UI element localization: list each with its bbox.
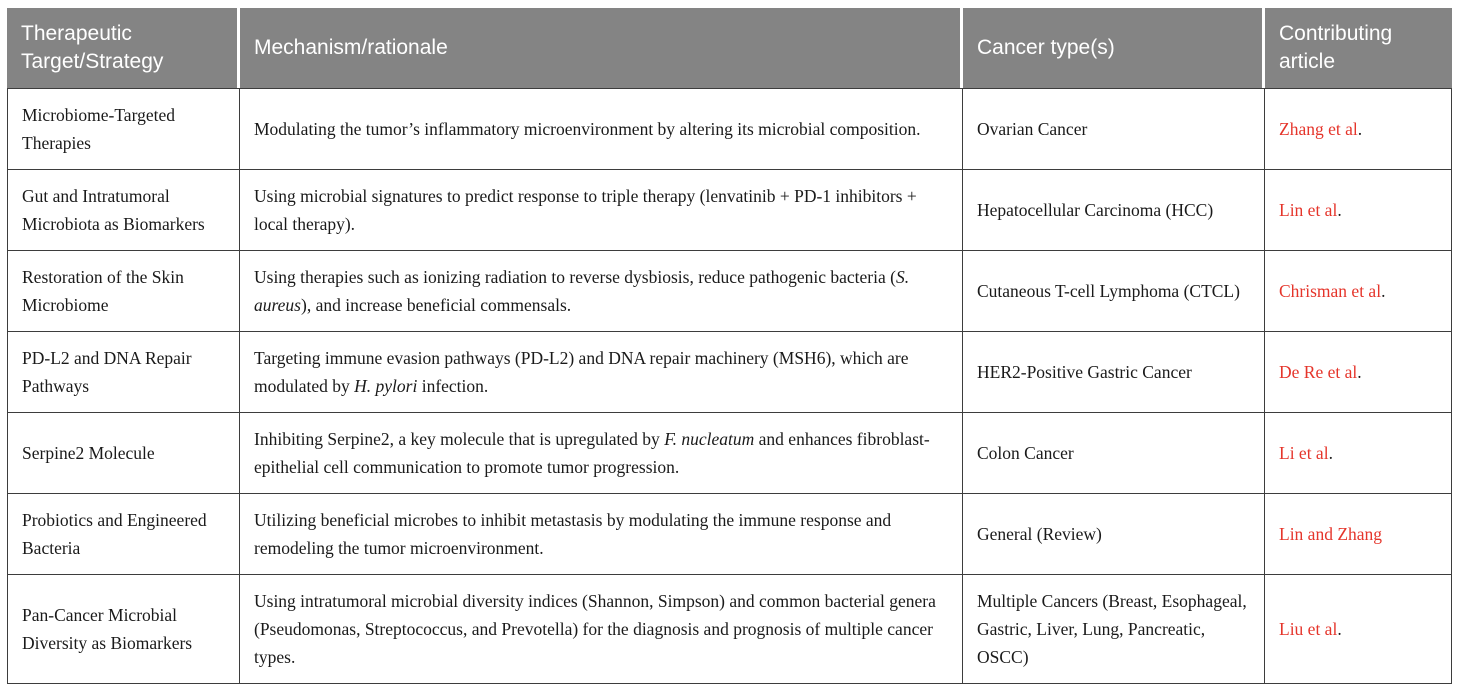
- mechanism-cell: [240, 413, 963, 494]
- mechanism-cell: [240, 88, 963, 170]
- table-header: [7, 8, 1452, 88]
- contributing-article-cell: [1265, 251, 1452, 332]
- table-row: [7, 494, 1452, 575]
- mechanism-text: infection.: [417, 376, 489, 396]
- cancer-type-cell: General (Review): [963, 494, 1265, 575]
- citation-suffix: .: [1381, 281, 1386, 301]
- mechanism-cell: [240, 251, 963, 332]
- cancer-type-cell: Cutaneous T-cell Lymphoma (CTCL): [963, 251, 1265, 332]
- table-row: [7, 88, 1452, 170]
- cancer-type-cell: Ovarian Cancer: [963, 88, 1265, 170]
- contributing-article-cell: [1265, 332, 1452, 413]
- mechanism-text: Inhibiting Serpine2, a key molecule that is upregulated by: [254, 429, 665, 449]
- table-row: [7, 251, 1452, 332]
- mechanism-cell: [240, 575, 963, 684]
- species-name-italic: F. nucleatum: [664, 429, 755, 449]
- strategy-cell: Restoration of the Skin Microbiome: [7, 251, 240, 332]
- cancer-type-cell: Colon Cancer: [963, 413, 1265, 494]
- table-row: [7, 332, 1452, 413]
- mechanism-text: ), and increase beneficial commensals.: [301, 295, 572, 315]
- citation-suffix: .: [1357, 119, 1363, 139]
- contributing-article-cell: [1265, 575, 1452, 684]
- citation-suffix: .: [1357, 362, 1362, 382]
- contributing-article-cell: [1265, 413, 1452, 494]
- citation-link[interactable]: De Re et al: [1279, 362, 1358, 382]
- citation-suffix: .: [1328, 443, 1333, 463]
- mechanism-text: Targeting immune evasion pathways (PD-L2) and DNA repair machinery (MSH6), which are modulated by: [254, 348, 909, 396]
- strategy-cell: Serpine2 Molecule: [7, 413, 240, 494]
- column-header-strategy: Therapeutic Target/Strategy: [7, 8, 240, 88]
- table-row: [7, 575, 1452, 684]
- species-name-italic: H. pylori: [354, 376, 418, 396]
- citation-link[interactable]: Liu et al: [1279, 619, 1338, 639]
- column-header-contributing-article: Contributing article: [1265, 8, 1452, 88]
- column-header-mechanism: Mechanism/rationale: [240, 8, 963, 88]
- mechanism-text: Using microbial signatures to predict response to triple therapy (lenvatinib + PD-1 inhibitors + local therapy).: [254, 186, 917, 234]
- table-row: [7, 170, 1452, 251]
- contributing-article-cell: [1265, 170, 1452, 251]
- cancer-type-cell: Multiple Cancers (Breast, Esophageal, Gastric, Liver, Lung, Pancreatic, OSCC): [963, 575, 1265, 684]
- mechanism-text: Using intratumoral microbial diversity indices (Shannon, Simpson) and common bacterial genera (Pseudomonas, Streptococcus, and Prevotella) for the diagnosis and prognosis of multiple cancer types.: [254, 591, 936, 667]
- contributing-article-cell: [1265, 88, 1452, 170]
- strategy-cell: PD-L2 and DNA Repair Pathways: [7, 332, 240, 413]
- mechanism-cell: [240, 494, 963, 575]
- citation-link[interactable]: Zhang et al: [1279, 119, 1358, 139]
- citation-link[interactable]: Lin and Zhang: [1279, 524, 1383, 544]
- strategy-cell: Gut and Intratumoral Microbiota as Biomarkers: [7, 170, 240, 251]
- citation-link[interactable]: Chrisman et al: [1279, 281, 1382, 301]
- therapeutic-targets-table-container: [7, 8, 1452, 684]
- strategy-cell: Microbiome-Targeted Therapies: [7, 88, 240, 170]
- header-row: [7, 8, 1452, 88]
- mechanism-cell: [240, 332, 963, 413]
- mechanism-text: Using therapies such as ionizing radiation to reverse dysbiosis, reduce pathogenic bacteria (: [254, 267, 896, 287]
- mechanism-cell: [240, 170, 963, 251]
- contributing-article-cell: [1265, 494, 1452, 575]
- strategy-cell: Probiotics and Engineered Bacteria: [7, 494, 240, 575]
- table-body: [7, 88, 1452, 684]
- mechanism-text: and enhances fibroblast-epithelial cell communication to promote tumor progression.: [254, 429, 930, 477]
- mechanism-text: Utilizing beneficial microbes to inhibit metastasis by modulating the immune response and remodeling the tumor microenvironment.: [254, 510, 892, 558]
- column-header-cancer-type: Cancer type(s): [963, 8, 1265, 88]
- cancer-type-cell: Hepatocellular Carcinoma (HCC): [963, 170, 1265, 251]
- citation-suffix: .: [1337, 619, 1342, 639]
- strategy-cell: Pan-Cancer Microbial Diversity as Biomarkers: [7, 575, 240, 684]
- table-row: [7, 413, 1452, 494]
- citation-link[interactable]: Lin et al: [1279, 200, 1338, 220]
- citation-suffix: .: [1337, 200, 1342, 220]
- species-name-italic: S. aureus: [254, 267, 910, 315]
- citation-link[interactable]: Li et al: [1279, 443, 1329, 463]
- therapeutic-targets-table: [7, 8, 1452, 684]
- cancer-type-cell: HER2-Positive Gastric Cancer: [963, 332, 1265, 413]
- mechanism-text: Modulating the tumor’s inflammatory microenvironment by altering its microbial composition.: [254, 119, 921, 139]
